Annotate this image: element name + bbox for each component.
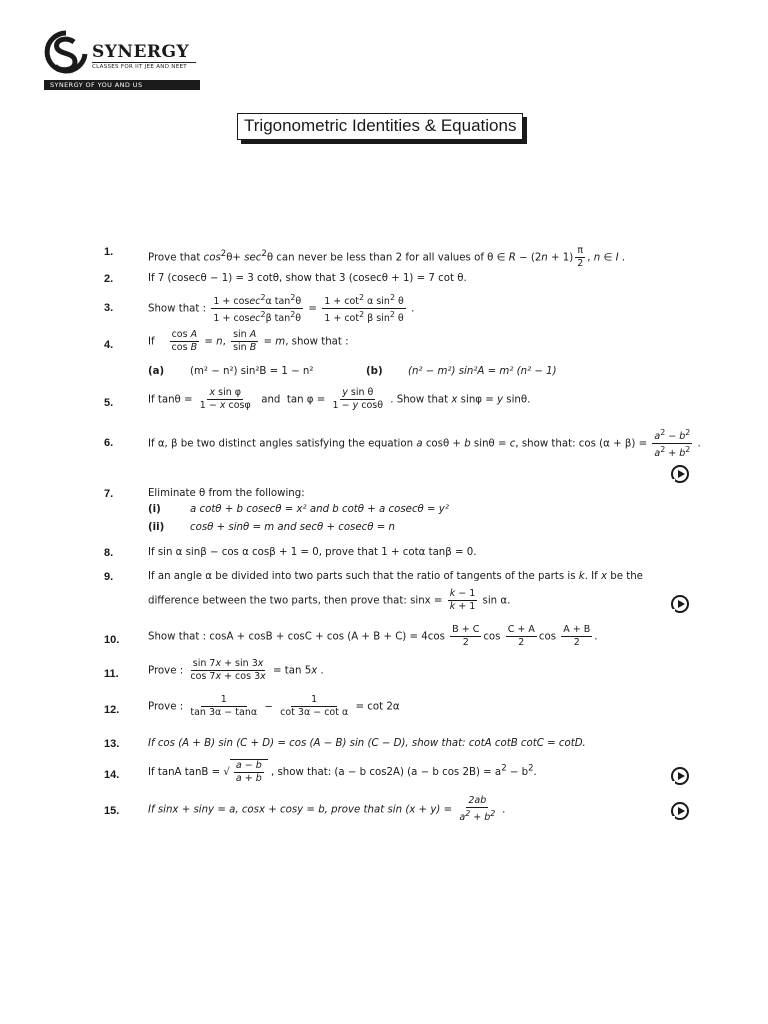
question-text: If sinx + siny = a, cosx + cosy = b, prove that sin (x + y) = $\frac{2ab}{a^2 + b^2}$ . [148,795,506,824]
question-number: 11. [104,668,119,680]
question-number: 4. [104,339,114,351]
question-text: Prove that $\cos^2\theta+ \sec^2\theta$ can never be less than 2 for all values of θ ∈ R − (2n + 1) $\frac{\pi}{2}$ , n ∈ I . [148,245,626,269]
title-box [237,113,523,140]
question-text: Eliminate θ from the following: [148,488,305,499]
part-label: (i) [148,504,161,515]
question-text: If sin α sinβ − cos α cosβ + 1 = 0, prove that 1 + cotα tanβ = 0. [148,547,477,558]
brand-tagline: SYNERGY OF YOU AND US [44,80,200,90]
question-number: 6. [104,437,114,449]
brand-name: SYNERGY [92,42,190,62]
brand-divider [92,62,196,63]
question-number: 5. [104,397,114,409]
part-label: (ii) [148,522,165,533]
part-text: (n² − m²) sin²A = m² (n² − 1) [408,366,557,377]
question-text: Prove : $\frac{\sin 7x + \sin 3x}{\cos 7x + \cos 3x}$ = tan 5x . [148,658,324,682]
question-number: 8. [104,547,114,559]
question-text: Prove : $\frac{1}{\tan 3\alpha - \tan\alpha}$ − $\frac{1}{\text{cot 3α − cot α}}$ = cot 2α [148,694,400,718]
question-number: 3. [104,302,114,314]
question-text: If tanθ = $\frac{\text{x sin φ}}{\text{1 − x cosφ}}$ and tan φ = $\frac{\text{y sin θ}}{\text{1 − y cosθ}}$ . Show that x sinφ = y sinθ. [148,387,531,411]
part-label: (b) [366,366,383,377]
video-play-icon-q15[interactable] [671,802,689,820]
question-text: If 7 (cosecθ − 1) = 3 cotθ, show that 3 (cosecθ + 1) = 7 cot θ. [148,273,467,284]
question-text: If cos (A + B) sin (C + D) = cos (A − B) sin (C − D), show that: cotA cotB cotC = cotD. [148,738,586,749]
question-number: 14. [104,769,120,781]
synergy-logo-mark [44,30,88,80]
video-play-icon-q14[interactable] [671,767,689,785]
question-text: If $\frac{\text{cos A}}{\text{cos B}}$ = n, $\frac{\text{sin A}}{\text{sin B}}$ = m, show that : [148,329,349,353]
question-text: If tanA tanB = √ $\frac{a - b}{a + b}$ , show that: (a − b cos2A) (a − b $\cos 2B) = a^2 - b^2$. [148,760,537,784]
question-text: If α, β be two distinct angles satisfying the equation a cosθ + b sinθ = c, show that: cos (α + β) = $\frac{a^2 - b^2}{a^2 + b^2}$ . [148,428,701,460]
part-label: (a) [148,366,165,377]
question-text: Show that : cosA + cosB + cosC + cos (A + B + C) = 4cos $\frac{B + C}{2}$ cos $\frac{C + A}{2}$ cos $\frac{A + B}{2}$ . [148,624,598,648]
video-play-icon-q6[interactable] [671,465,689,483]
question-text: If an angle α be divided into two parts such that the ratio of tangents of the parts is k. If x be the [148,571,643,582]
question-number: 2. [104,273,114,285]
part-text: (m² − n²) sin²B = 1 − n² [190,366,314,377]
page-title: Trigonometric Identities & Equations [237,113,523,140]
question-number: 9. [104,571,114,583]
question-text: Show that : $\frac{1 + cosec^2\alpha \tan^2\theta}{1 + cosec^2\beta \tan^2\theta}$ = $\frac{1 + \cot^2 \alpha \sin^2 \theta}{1 + \cot^2 \beta \sin^2 \theta}$ . [148,293,415,325]
synergy-logo [40,28,210,92]
question-number: 13. [104,738,120,750]
video-play-icon-q9[interactable] [671,595,689,613]
question-number: 12. [104,704,120,716]
part-text: a cotθ + b cosecθ = x² and b cotθ + a cosecθ = y² [190,504,449,515]
question-number: 1. [104,246,114,258]
brand-subtitle: CLASSES FOR IIT JEE AND NEET [92,64,187,70]
question-9-continuation: difference between the two parts, then prove that: sinx = $\frac{k - 1}{k + 1}$ sin α. [148,588,511,612]
question-number: 15. [104,805,120,817]
question-number: 7. [104,488,114,500]
part-text: cosθ + sinθ = m and secθ + cosecθ = n [190,522,395,533]
question-number: 10. [104,634,120,646]
